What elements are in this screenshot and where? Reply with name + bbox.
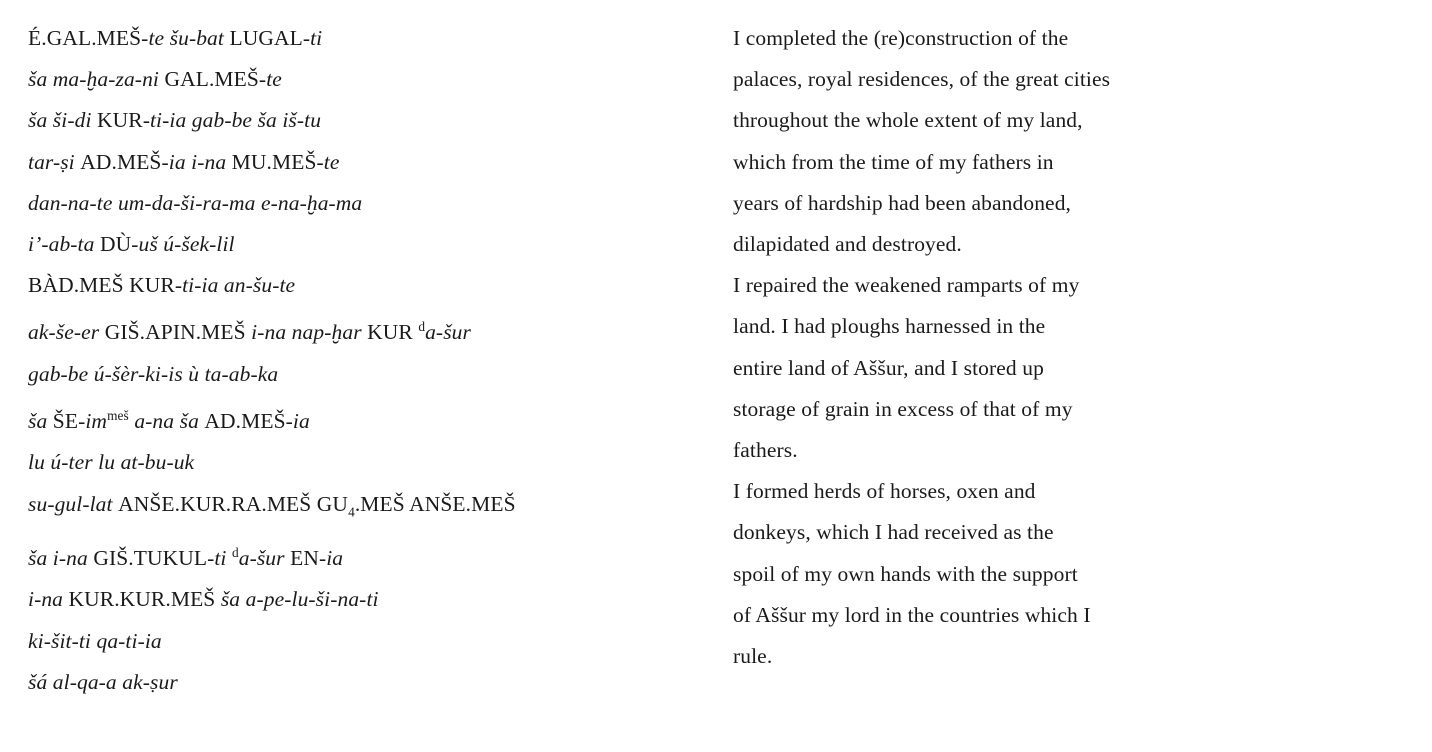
text-segment: BÀD.MEŠ KUR- — [28, 273, 183, 298]
text-line — [733, 554, 1203, 595]
text-segment: a-šur — [238, 546, 291, 571]
text-segment: fathers. — [733, 438, 798, 463]
text-segment: years of hardship had been abandoned, — [733, 190, 1072, 215]
text-line — [733, 142, 1203, 183]
text-segment: meš — [107, 407, 129, 423]
text-segment: im — [85, 409, 108, 434]
text-segment: KUR.KUR.MEŠ — [68, 587, 221, 612]
text-line — [28, 354, 678, 395]
text-segment: spoil of my own hands with the support — [733, 561, 1078, 586]
text-segment: te — [266, 67, 282, 92]
text-segment: ia — [326, 546, 344, 571]
text-segment: gab-be ú-šèr-ki-is ù ta-ab-ka — [28, 361, 279, 386]
text-segment: entire land of Aššur, and I stored up — [733, 355, 1044, 380]
text-line — [733, 224, 1203, 265]
text-segment: ti-ia gab-be ša iš-tu — [149, 108, 322, 133]
text-segment: lu ú-ter lu at-bu-uk — [28, 450, 195, 475]
text-line — [28, 306, 678, 353]
text-segment: AD.MEŠ- — [80, 149, 169, 174]
text-segment: ak-še-er — [28, 320, 105, 345]
text-line — [28, 621, 678, 662]
text-segment: I formed herds of horses, oxen and — [733, 479, 1036, 504]
text-segment: ti-ia an-šu-te — [182, 273, 296, 298]
text-line — [28, 395, 678, 442]
text-segment: su-gul-lat — [28, 491, 119, 516]
text-line — [733, 183, 1203, 224]
text-line — [28, 532, 678, 579]
text-segment: I repaired the weakened ramparts of my — [733, 273, 1080, 298]
text-segment: donkeys, which I had received as the — [733, 520, 1054, 545]
text-line — [28, 442, 678, 483]
translation-column — [733, 18, 1203, 677]
text-segment: palaces, royal residences, of the great cities — [733, 67, 1111, 92]
text-line — [733, 389, 1203, 430]
text-line — [28, 662, 678, 703]
text-segment: dan-na-te um-da-ši-ra-ma e-na-ḫa-ma — [28, 190, 363, 215]
text-segment: te šu-bat — [148, 26, 230, 50]
text-segment: a-šur — [425, 320, 471, 345]
text-line — [28, 59, 678, 100]
text-segment: ša i-na — [28, 546, 94, 571]
text-segment: throughout the whole extent of my land, — [733, 108, 1083, 133]
text-line — [733, 595, 1203, 636]
text-segment: 4 — [348, 503, 355, 519]
text-segment: MU.MEŠ- — [231, 149, 324, 174]
text-segment: .MEŠ ANŠE.MEŠ — [354, 491, 516, 516]
text-segment: storage of grain in excess of that of my — [733, 396, 1073, 421]
text-line — [28, 183, 678, 224]
text-segment: i-na nap-ḫar — [251, 320, 368, 345]
text-segment: a-na ša — [128, 409, 205, 434]
text-line — [733, 100, 1203, 141]
text-segment: ša ma-ḫa-za-ni — [28, 67, 165, 92]
text-segment: of Aššur my lord in the countries which I — [733, 602, 1091, 627]
text-segment: GIŠ.APIN.MEŠ — [104, 320, 252, 345]
text-segment: dilapidated and destroyed. — [733, 232, 962, 257]
text-segment: AD.MEŠ- — [204, 409, 293, 434]
text-segment: DÙ- — [99, 232, 139, 257]
text-segment: ki-šit-ti qa-ti-ia — [28, 628, 162, 653]
text-line — [28, 265, 678, 306]
text-segment: I completed the (re)construction of the — [733, 26, 1069, 50]
text-line — [733, 348, 1203, 389]
text-line — [733, 59, 1203, 100]
text-segment: ŠE- — [52, 409, 86, 434]
text-line — [28, 18, 678, 59]
text-segment: uš ú-šek-lil — [138, 232, 235, 257]
text-segment: i-na — [28, 587, 69, 612]
text-line — [733, 265, 1203, 306]
text-segment: ia — [292, 409, 310, 434]
text-segment: ša ši-di — [28, 108, 97, 133]
text-segment: ša — [28, 409, 53, 434]
text-segment: ia i-na — [168, 149, 232, 174]
text-line — [733, 636, 1203, 677]
text-line — [733, 18, 1203, 59]
text-segment: which from the time of my fathers in — [733, 149, 1054, 174]
text-segment: šá al-qa-a ak-ṣur — [28, 669, 178, 694]
text-line — [28, 224, 678, 265]
text-segment: LUGAL- — [229, 26, 311, 50]
text-segment: land. I had ploughs harnessed in the — [733, 314, 1046, 339]
text-line — [733, 306, 1203, 347]
text-segment: rule. — [733, 644, 773, 669]
text-line — [733, 430, 1203, 471]
text-segment: KUR- — [97, 108, 150, 133]
text-segment: tar-ṣi — [28, 149, 81, 174]
text-segment: d — [231, 545, 239, 561]
text-segment: ti — [214, 546, 232, 571]
text-segment: d — [418, 319, 426, 335]
text-line — [28, 100, 678, 141]
text-line — [28, 142, 678, 183]
text-segment: KUR — [367, 320, 419, 345]
text-line — [28, 579, 678, 620]
text-segment: ti — [310, 26, 323, 50]
text-segment: i’-ab-ta — [28, 232, 100, 257]
text-line — [733, 512, 1203, 553]
text-segment: EN- — [290, 546, 327, 571]
text-line — [733, 471, 1203, 512]
text-segment: GIŠ.TUKUL- — [93, 546, 215, 571]
text-segment: te — [323, 149, 340, 174]
two-column-text-layout — [18, 18, 1392, 703]
text-line — [28, 484, 678, 533]
text-segment: GAL.MEŠ- — [164, 67, 267, 92]
transliteration-column — [18, 18, 678, 703]
text-segment: É.GAL.MEŠ- — [28, 26, 149, 50]
text-segment: ša a-pe-lu-ši-na-ti — [220, 587, 379, 612]
text-segment: ANŠE.KUR.RA.MEŠ GU — [118, 491, 349, 516]
